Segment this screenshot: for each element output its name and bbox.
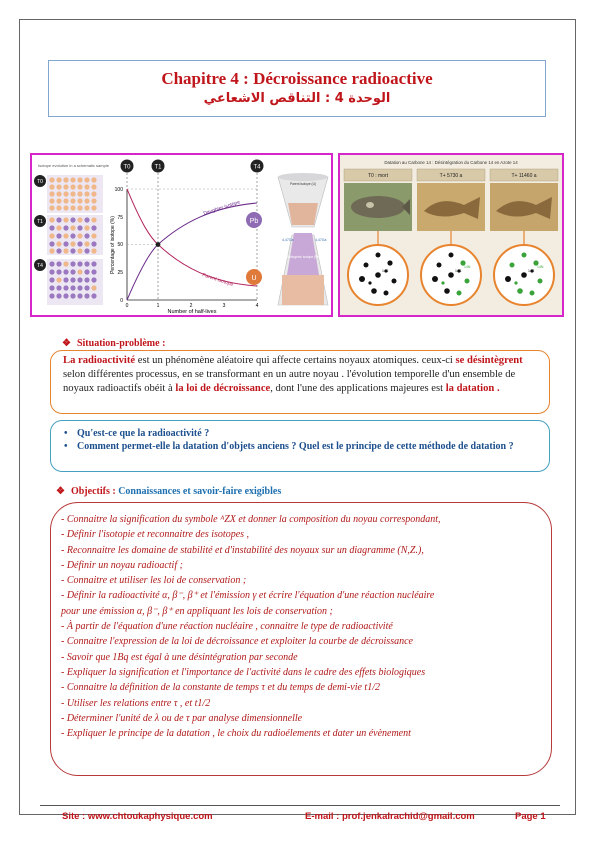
svg-text:4,47Ga: 4,47Ga	[315, 238, 327, 242]
sample-t1	[34, 215, 103, 255]
decay-plot	[110, 160, 264, 316]
objectives-heading: ❖ Objectifs : Connaissances et savoir-faire exigibles	[56, 486, 282, 497]
objective-item: - Connaitre la signification du symbole ᴬZX et donner la composition du noyau correspondant,	[61, 514, 441, 525]
chapter-title-ar: الوحدة 4 : التناقص الاشعاعي	[203, 91, 391, 106]
svg-text:Datation au Carbone 14 : Désin: Datation au Carbone 14 : Désintégration du Carbone 14 en Azote 14	[384, 160, 518, 165]
svg-text:T+ 5730 a: T+ 5730 a	[439, 173, 463, 179]
situation-text-3: , dont l'une des applications majeures est	[270, 382, 446, 394]
svg-text:3: 3	[222, 303, 226, 309]
svg-text:T+ 11460 a: T+ 11460 a	[511, 173, 537, 179]
svg-text:T0: T0	[37, 179, 43, 185]
svg-text:T0 : mort: T0 : mort	[367, 173, 389, 179]
situation-text-2: selon différentes processus, en se transformant en un autre noyau . l'évolution temporelle d'un ensemble de noyaux radioactifs obéit à	[63, 368, 516, 394]
svg-text:0: 0	[120, 298, 123, 304]
objectives-box	[50, 502, 552, 776]
chapter-title-fr: Chapitre 4 : Décroissance radioactive	[161, 69, 433, 88]
svg-text:14N: 14N	[464, 265, 471, 269]
fossil-column-1	[344, 169, 412, 305]
situation-heading: ❖ Situation-problème :	[62, 338, 166, 349]
svg-text:Parent isotope (U): Parent isotope (U)	[290, 182, 316, 186]
sample-t4	[34, 259, 103, 305]
diamond-bullet-icon: ❖	[56, 486, 65, 497]
hourglass-illustration	[278, 173, 328, 305]
questions-box	[50, 420, 550, 472]
svg-text:U: U	[251, 275, 257, 282]
objective-item: - À partir de l'équation d'une réaction nucléaire , connaitre le type de radioactivité	[61, 621, 393, 633]
diamond-bullet-icon: ❖	[62, 338, 71, 349]
svg-text:T0: T0	[123, 164, 131, 171]
svg-text:Parent isotope: Parent isotope	[201, 272, 234, 288]
objective-item: - Définir un noyau radioactif ;	[61, 559, 183, 571]
footer-site-link[interactable]: Site : www.chtoukaphysique.com	[62, 811, 213, 822]
objective-item: - Connaitre l'expression de la loi de décroissance et exploiter la courbe de décroissance	[61, 636, 413, 648]
keyword-desintegrent: se désintègrent	[455, 355, 523, 366]
footer-page-number: Page 1	[515, 811, 546, 822]
svg-text:Percentage of isotope (%): Percentage of isotope (%)	[110, 216, 116, 274]
decay-figure	[30, 153, 333, 317]
svg-text:1: 1	[156, 303, 160, 309]
svg-text:14C: 14C	[528, 269, 535, 273]
carbon14-figure	[338, 153, 564, 317]
svg-text:14N: 14N	[537, 265, 544, 269]
svg-text:2: 2	[189, 303, 193, 309]
footer-rule	[40, 805, 560, 806]
objective-item: - Expliquer la signification et l'importance de l'activité dans le cadre des effets biologiques	[61, 666, 426, 678]
svg-text:14C: 14C	[382, 269, 389, 273]
keyword-radioactivite: La radioactivité	[63, 355, 136, 366]
objective-item: - Déterminer l'unité de λ ou de τ par analyse dimensionnelle	[61, 712, 303, 724]
question-item: • Qu'est-ce que la radioactivité ?	[77, 427, 537, 440]
svg-text:T1: T1	[154, 164, 162, 171]
sample-t0	[34, 175, 103, 213]
situation-box	[50, 350, 550, 414]
objective-item: - Utiliser les relations entre τ , et t1/2	[61, 697, 211, 709]
objective-item: pour une émission α, β⁻, β⁺ en appliquant les lois de conservation ;	[61, 605, 333, 617]
objective-item: - Reconnaitre les domaine de stabilité et d'instabilité des noyaux sur un diagramme (N,Z.),	[61, 544, 424, 556]
svg-text:T4: T4	[37, 263, 43, 269]
svg-text:50: 50	[117, 242, 123, 248]
svg-text:Pb: Pb	[249, 218, 259, 225]
svg-text:Daughter isotope: Daughter isotope	[202, 199, 241, 217]
chapter-title-box	[48, 60, 546, 117]
objective-item: - Expliquer le principe de la datation , le choix du radioélements et dater un évènement	[61, 728, 411, 740]
svg-text:14C: 14C	[455, 269, 462, 273]
keyword-datation: la datation .	[445, 382, 500, 394]
keyword-loi-decroissance: la loi de décroissance	[175, 382, 271, 394]
svg-text:75: 75	[117, 215, 123, 221]
svg-text:25: 25	[117, 270, 123, 276]
footer-email-link[interactable]: E-mail : prof.jenkalrachid@gmail.com	[305, 811, 475, 822]
svg-text:Number of half-lives: Number of half-lives	[167, 309, 217, 315]
svg-text:T4: T4	[253, 164, 261, 171]
svg-text:4,47Ga: 4,47Ga	[282, 238, 294, 242]
svg-text:100: 100	[114, 187, 123, 193]
svg-text:0: 0	[125, 303, 129, 309]
objective-item: - Connaitre la définition de la constante de temps τ et du temps de demi-vie t1/2	[61, 682, 380, 694]
question-item: • Comment permet-elle la datation d'objets anciens ? Quel est le principe de cette méthode de datation ?	[77, 440, 537, 453]
objective-item: - Définir la radioactivité α, β⁻, β⁺ et l'émission γ et écrire l'équation d'une réaction nucléaire	[61, 590, 435, 602]
svg-text:Radiogenic isotope (Pb): Radiogenic isotope (Pb)	[285, 255, 321, 259]
objective-item: - Connaitre et utiliser les loi de conservation ;	[61, 575, 247, 587]
fossil-column-3	[490, 169, 558, 305]
objective-item: - Savoir que 1Bq est égal à une désintégration par seconde	[61, 651, 298, 663]
situation-text: est un phénomène aléatoire qui affecte certains noyaux atomiques. ceux-ci	[135, 355, 456, 366]
svg-text:4: 4	[255, 303, 259, 309]
fossil-column-2	[417, 169, 485, 305]
objective-item: - Définir l'isotopie et reconnaitre des isotopes ,	[61, 529, 250, 541]
svg-text:T1: T1	[37, 219, 43, 225]
inset-caption: Isotope evolution in a schematic sample	[38, 163, 109, 168]
